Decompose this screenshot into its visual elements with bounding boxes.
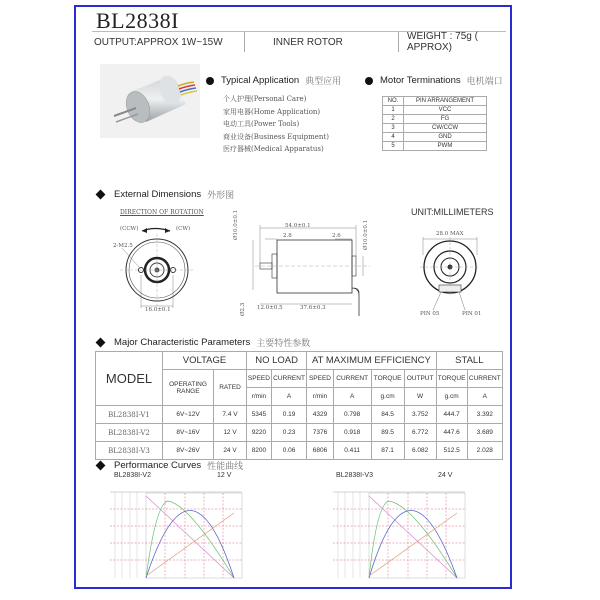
chart-model-v3: BL2838I-V3 (336, 472, 373, 479)
dim-b-label: 2.6 (332, 233, 341, 239)
front-width-label: 16.0±0.1 (145, 307, 171, 313)
performance-chart-v2 (110, 483, 250, 583)
cell: 444.7 (436, 406, 467, 424)
diamond-bullet-icon (96, 338, 106, 348)
cell: 7376 (307, 424, 334, 442)
application-list (223, 93, 329, 156)
diamond-bullet-icon (96, 461, 106, 471)
dim-c-label: Ø10.0±0.1 (233, 209, 239, 240)
table-row (383, 133, 487, 142)
chart-voltage-v2: 12 V (217, 472, 232, 479)
cell: 5 (383, 142, 404, 151)
spec-bar (92, 31, 506, 52)
diamond-bullet-icon (96, 190, 106, 200)
cell: 9220 (247, 424, 272, 442)
col-rated: RATED (214, 370, 247, 406)
cell: 0.918 (333, 424, 371, 442)
output-spec: OUTPUT:APPROX 1W~15W (92, 32, 245, 52)
cell: 512.5 (436, 442, 467, 460)
cell: 8200 (247, 442, 272, 460)
cell: BL2838I-V1 (96, 406, 163, 424)
cell: BL2838I-V3 (96, 442, 163, 460)
col-voltage: VOLTAGE (163, 352, 247, 370)
heading-cn: 外形图 (207, 191, 235, 201)
motor-photo (100, 64, 200, 138)
table-row (96, 424, 503, 442)
table-row (383, 106, 487, 115)
unit-cell: r/min (247, 388, 272, 406)
col-torque: TORQUE (436, 370, 467, 388)
cw-label: (CW) (176, 226, 191, 232)
table-row (383, 124, 487, 133)
page-title: BL2838I (96, 8, 179, 33)
unit-cell: g.cm (371, 388, 404, 406)
col-speed: SPEED (307, 370, 334, 388)
cell: 4329 (307, 406, 334, 424)
ccw-label: (CCW) (120, 226, 139, 232)
cell: 6V~12V (163, 406, 214, 424)
cell: 3.752 (404, 406, 436, 424)
motor-terminations-heading (365, 74, 503, 87)
parameters-heading (95, 336, 310, 349)
cell: 2.028 (467, 442, 502, 460)
cell: 6.772 (404, 424, 436, 442)
cell: 8V~16V (163, 424, 214, 442)
pin01-label: PIN 01 (462, 311, 482, 317)
cell: 5345 (247, 406, 272, 424)
cell: 0.23 (271, 424, 306, 442)
cell: GND (404, 133, 487, 142)
col-current: CURRENT (467, 370, 502, 388)
list-item: 家用电器(Home Application) (223, 107, 321, 116)
list-item: 个人护理(Personal Care) (223, 95, 307, 103)
cell: 4 (383, 133, 404, 142)
cell: 2 (383, 115, 404, 124)
cell: 0.798 (333, 406, 371, 424)
length-label: 54.0±0.1 (285, 223, 311, 229)
table-row (383, 142, 487, 151)
cell: PWM (404, 142, 487, 151)
cell: 3.689 (467, 424, 502, 442)
rotor-spec: INNER ROTOR (245, 32, 399, 52)
col-no-load: NO LOAD (247, 352, 307, 370)
cell: 8V~26V (163, 442, 214, 460)
body-len-label: 37.6±0.3 (300, 305, 326, 311)
cell: 3.392 (467, 406, 502, 424)
table-row (383, 115, 487, 124)
cell: 84.5 (371, 406, 404, 424)
cell: 87.1 (371, 442, 404, 460)
table-row (96, 406, 503, 424)
performance-chart-v3 (333, 483, 473, 583)
pin05-label: PIN 05 (420, 311, 440, 317)
cell: FG (404, 115, 487, 124)
direction-label: DIRECTION OF ROTATION (120, 209, 204, 216)
table-row (96, 442, 503, 460)
unit-cell: g.cm (436, 388, 467, 406)
heading-cn: 电机端口 (466, 77, 503, 87)
col-current: CURRENT (333, 370, 371, 388)
table-header (96, 352, 503, 370)
front-view-drawing (100, 220, 210, 320)
cell: 447.6 (436, 424, 467, 442)
col-current: CURRENT (271, 370, 306, 388)
unit-cell: W (404, 388, 436, 406)
cell: 7.4 V (214, 406, 247, 424)
cell: CW/CCW (404, 124, 487, 133)
hole-label: 2-M2.5 (113, 243, 133, 249)
col-stall: STALL (436, 352, 502, 370)
cell: 0.411 (333, 442, 371, 460)
cell: 0.06 (271, 442, 306, 460)
unit-label: UNIT:MILLIMETERS (411, 207, 494, 217)
col-operating-range: OPERATING RANGE (163, 370, 214, 406)
performance-heading (95, 459, 243, 472)
typical-application-heading (206, 74, 341, 87)
col-pin: PIN ARRANGEMENT (404, 97, 487, 106)
heading-label: Motor Terminations (380, 75, 461, 86)
weight-spec: WEIGHT : 75g ( APPROX) (407, 31, 478, 53)
unit-cell: r/min (307, 388, 334, 406)
heading-label: Performance Curves (114, 460, 202, 471)
heading-cn: 性能曲线 (207, 462, 244, 472)
cell: 1 (383, 106, 404, 115)
table-header (383, 97, 487, 106)
cell: 0.19 (271, 406, 306, 424)
list-item: 商业设备(Business Equipment) (223, 132, 329, 141)
unit-cell: A (333, 388, 371, 406)
heading-cn: 主要特性参数 (256, 339, 311, 349)
cell: VCC (404, 106, 487, 115)
max-dia-label: 28.0 MAX (436, 231, 464, 237)
heading-label: External Dimensions (114, 189, 202, 200)
shaft-dia-label: Ø2.3 (240, 302, 246, 316)
col-speed: SPEED (247, 370, 272, 388)
bullet-icon (206, 77, 214, 85)
unit-cell: A (271, 388, 306, 406)
pin-table (382, 96, 487, 151)
list-item: 医疗器械(Medical Apparatus) (223, 145, 324, 154)
cell: 24 V (214, 442, 247, 460)
cell: BL2838I-V2 (96, 424, 163, 442)
chart-model-v2: BL2838I-V2 (114, 472, 151, 479)
col-torque: TORQUE (371, 370, 404, 388)
dim-d-label: Ø10.0±0.1 (363, 219, 369, 250)
col-model: MODEL (96, 352, 163, 406)
cell: 12 V (214, 424, 247, 442)
heading-label: Major Characteristic Parameters (114, 337, 251, 348)
cell: 89.5 (371, 424, 404, 442)
bullet-icon (365, 77, 373, 85)
cell: 6806 (307, 442, 334, 460)
shaft-len-label: 12.0±0.5 (257, 305, 283, 311)
col-no: NO. (383, 97, 404, 106)
parameters-table (95, 351, 503, 460)
cell: 3 (383, 124, 404, 133)
external-dimensions-heading (95, 188, 234, 201)
chart-voltage-v3: 24 V (438, 472, 453, 479)
heading-cn: 典型应用 (305, 77, 342, 87)
list-item: 电动工具(Power Tools) (223, 120, 300, 129)
unit-cell: A (467, 388, 502, 406)
col-max-eff: AT MAXIMUM EFFICIENCY (307, 352, 436, 370)
rear-view-drawing (415, 235, 485, 315)
cell: 6.082 (404, 442, 436, 460)
heading-label: Typical Application (221, 75, 300, 86)
dim-a-label: 2.8 (283, 233, 292, 239)
col-output: OUTPUT (404, 370, 436, 388)
